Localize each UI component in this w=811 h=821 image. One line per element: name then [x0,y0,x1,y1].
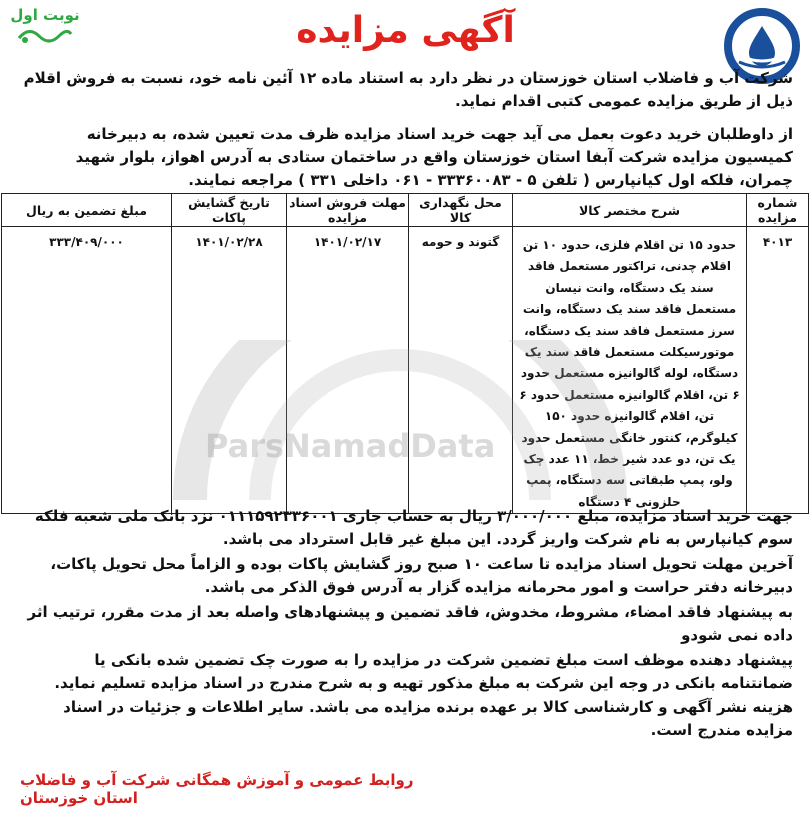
footer-signature: روابط عمومی و آموزش همگانی شرکت آب و فاضلاب استان خوزستان [20,771,414,807]
cell-deposit: ۳۳۳/۴۰۹/۰۰۰ [2,227,172,514]
page-title: آگهی مزایده [296,10,515,51]
cell-opening: ۱۴۰۱/۰۲/۲۸ [172,227,287,514]
watermark-text: ParsNamadData [205,427,496,465]
terms-paragraph-2: آخرین مهلت تحویل اسناد مزایده تا ساعت ۱۰ صبح روز گشایش پاکات بوده و الزاماً محل تحویل پاکات، دبیرخانه دفتر حراست و امور محرمانه مزایده گزار به آدرس فوق الذکر می باشد. [50,555,793,596]
header-number: شماره مزایده [747,194,809,227]
cell-number: ۴۰۱۳ [747,227,809,514]
terms-paragraph-5: هزینه نشر آگهی و کارشناسی کالا بر عهده برنده مزایده می باشد. سایر اطلاعات و جزئیات در اسناد مزایده مندرج است. [63,698,793,739]
terms-paragraph-1: جهت خرید اسناد مزایده، مبلغ ۳/۰۰۰/۰۰۰ ریال به حساب جاری ۰۱۱۱۵۹۲۳۳۶۰۰۱ نزد بانک ملی شعبه فلکه سوم کیانپارس به نام شرکت واریز گردد. این مبلغ غیر قابل استرداد می باشد. [34,507,793,548]
terms-paragraph-4: پیشنهاد دهنده موظف است مبلغ تضمین شرکت در مزایده را به صورت چک تضمین شده بانکی یا ضمانتنامه بانکی در وجه این شرکت به مبلغ مذکور تهیه و به شرح مندرج در اسناد مزایده تسلیم نماید. [54,651,793,692]
cell-location: گتوند و حومه [409,227,513,514]
cell-deadline: ۱۴۰۱/۰۲/۱۷ [287,227,409,514]
table-row [2,227,809,514]
table-header-row [2,194,809,227]
badge-label: نوبت اول [10,6,80,24]
header-deposit: مبلغ تضمین به ریال [2,194,172,227]
intro-paragraph-2: از داوطلبان خرید دعوت بعمل می آید جهت خرید اسناد مزایده ظرف مدت تعیین شده، به دبیرخانه کمیسیون مزایده شرکت آبفا استان خوزستان واقع در ساختمان ستادی به آدرس اهواز، بلوار شهید چمران، فلکه اول کیانپارس ( تلفن ۵ - ۳۳۳۶۰۰۸۳ - ۰۶۱ داخلی ۳۳۱ ) مراجعه نمایند. [75,125,793,189]
header-deadline: مهلت فروش اسناد مزایده [287,194,409,227]
terms-paragraph-3: به پیشنهاد فاقد امضاء، مشروط، مخدوش، فاقد تضمین و پیشنهادهای واصله بعد از مدت مقرر، ترتیب اثر داده نمی شودو [27,603,793,644]
header-opening: تاریخ گشایش پاکات [172,194,287,227]
header-desc: شرح مختصر کالا [513,194,747,227]
intro-paragraph-1: شرکت آب و فاضلاب استان خوزستان در نظر دارد به استناد ماده ۱۲ آئین نامه خود، نسبت به فروش اقلام ذیل از طریق مزایده عمومی کتبی اقدام نماید. [23,69,793,110]
header-location: محل نگهداری کالا [409,194,513,227]
cell-desc: حدود ۱۵ تن اقلام فلزی، حدود ۱۰ تن اقلام چدنی، تراکتور مستعمل فاقد سند یک دستگاه، وانت نیسان مستعمل فاقد سند یک دستگاه، وانت سرز مستعمل فاقد سند یک دستگاه، موتورسیکلت مستعمل فاقد سند یک دستگاه، لوله گالوانیزه مستعمل حدود ۶ تن، اقلام گالوانیزه مستعمل حدود ۶ تن، اقلام گالوانیزه حدود ۱۵۰ کیلوگرم، کنتور خانگی مستعمل حدود یک تن، دو عدد شیر خط، ۱۱ عدد چک ولو، پمپ طبقاتی سه دستگاه، پمپ حلزونی ۴ دستگاه [513,227,747,514]
items-table [1,193,809,514]
